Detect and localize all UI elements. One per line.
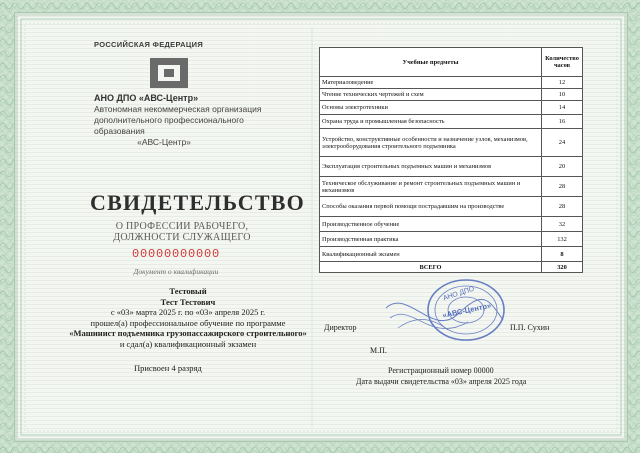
table-header-row	[320, 48, 583, 77]
country-label: РОССИЙСКАЯ ФЕДЕРАЦИЯ	[94, 40, 204, 49]
subject-cell: Квалификационный экзамен	[320, 247, 542, 262]
seal-text-main: «АВС-Центр»	[441, 300, 492, 320]
hours-cell: 16	[542, 115, 583, 129]
org-desc-line-1: Автономная некоммерческая организация	[94, 104, 262, 114]
total-label: ВСЕГО	[320, 262, 542, 273]
recipient-block	[48, 286, 328, 349]
grade-assigned: Присвоен 4 разряд	[134, 363, 202, 373]
certificate-title: СВИДЕТЕЛЬСТВО	[90, 190, 305, 215]
subject-cell: Охрана труда и промышленная безопасность	[320, 115, 542, 129]
training-line: прошел(а) профессиональное обучение по программе	[90, 317, 286, 328]
table-row	[320, 129, 583, 157]
certificate-subtitle	[92, 221, 272, 243]
hours-cell: 132	[542, 232, 583, 247]
table-row	[320, 197, 583, 217]
hours-cell: 24	[542, 129, 583, 157]
hours-cell: 10	[542, 89, 583, 101]
registration-number: Регистрационный номер 00000	[388, 366, 494, 375]
subtitle-line-1: О ПРОФЕССИИ РАБОЧЕГО,	[115, 221, 249, 232]
stamp-place-label: М.П.	[370, 346, 387, 355]
issue-date: Дата выдачи свидетельства «03» апреля 2025 года	[356, 377, 527, 386]
subject-cell: Производственное обучение	[320, 217, 542, 232]
subject-cell: Производственная практика	[320, 232, 542, 247]
director-label: Директор	[324, 323, 357, 332]
training-period: с «03» марта 2025 г. по «03» апреля 2025 г.	[110, 307, 266, 317]
seal-text-top: АНО ДПО	[442, 285, 476, 303]
director-name: П.П. Сухин	[510, 323, 550, 332]
table-row	[320, 177, 583, 197]
certificate-number: 00000000000	[131, 247, 220, 261]
subject-cell: Чтение технических чертежей и схем	[320, 89, 542, 101]
column-header-hours: Количество часов	[542, 48, 583, 77]
table-row	[320, 89, 583, 101]
program-name: «Машинист подъемника грузопассажирского строительного»	[69, 328, 307, 338]
subject-cell: Материаловедение	[320, 77, 542, 89]
table-row	[320, 217, 583, 232]
organization-seal-icon	[378, 268, 508, 363]
hours-cell: 28	[542, 177, 583, 197]
recipient-name: Тест Тестович	[160, 296, 216, 307]
subjects-table-wrap	[319, 47, 583, 273]
table-row	[320, 247, 583, 262]
org-desc-line-3: «АВС-Центр»	[137, 137, 191, 147]
org-description	[94, 104, 284, 148]
table-row	[320, 157, 583, 177]
recipient-surname: Тестовый	[169, 286, 207, 296]
org-desc-line-2: дополнительного профессионального образования	[94, 115, 244, 136]
subject-cell: Устройство, конструктивные особенности и назначение узлов, механизмов, электрооборудования строительного подъемника	[320, 129, 542, 157]
exam-line: и сдал(а) квалификационный экзамен	[119, 338, 257, 349]
hours-cell: 12	[542, 77, 583, 89]
hours-cell: 32	[542, 217, 583, 232]
total-hours: 320	[542, 262, 583, 273]
subtitle-line-2: ДОЛЖНОСТИ СЛУЖАЩЕГО	[113, 232, 251, 243]
subject-cell: Эксплуатация строительных подъемных машин и механизмов	[320, 157, 542, 177]
hours-cell: 20	[542, 157, 583, 177]
subject-cell: Основы электротехники	[320, 101, 542, 115]
table-row	[320, 101, 583, 115]
table-row	[320, 77, 583, 89]
abc-center-logo-icon	[148, 56, 190, 90]
hours-cell: 28	[542, 197, 583, 217]
subjects-table	[319, 47, 583, 273]
table-row	[320, 232, 583, 247]
subject-cell: Техническое обслуживание и ремонт строительных подъемных машин и механизмов	[320, 177, 542, 197]
document-type: Документ о квалификации	[133, 267, 219, 276]
table-row	[320, 115, 583, 129]
org-name: АНО ДПО «АВС-Центр»	[94, 93, 199, 103]
hours-cell: 8	[542, 247, 583, 262]
hours-cell: 14	[542, 101, 583, 115]
table-body	[320, 77, 583, 262]
column-header-subject: Учебные предметы	[320, 48, 542, 77]
subject-cell: Способы оказания первой помощи пострадавшим на производстве	[320, 197, 542, 217]
